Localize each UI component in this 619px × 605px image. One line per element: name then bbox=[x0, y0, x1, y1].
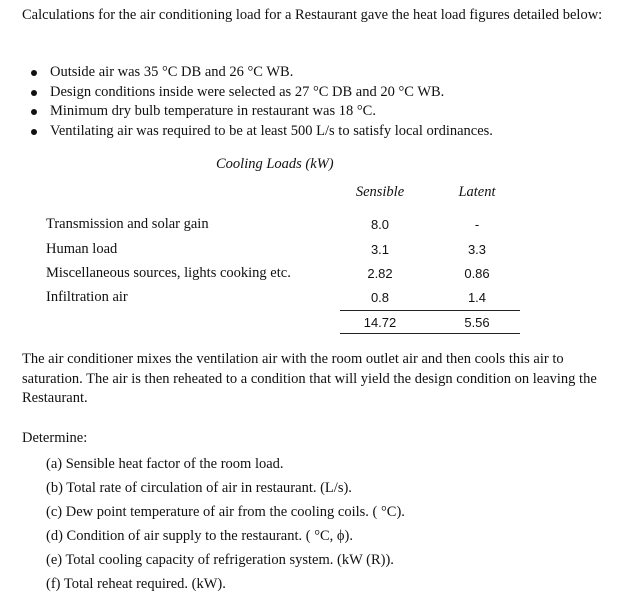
total-sensible: 14.72 bbox=[363, 315, 397, 330]
total-rule-bottom bbox=[340, 333, 520, 334]
list-item: Outside air was 35 °C DB and 26 °C WB. bbox=[28, 63, 493, 83]
total-latent: 5.56 bbox=[464, 315, 490, 330]
row-label: Miscellaneous sources, lights cooking etc. bbox=[46, 265, 291, 281]
sensible-value: 2.82 bbox=[367, 266, 393, 281]
latent-value: 3.3 bbox=[467, 242, 487, 257]
sensible-value: 3.1 bbox=[370, 242, 390, 257]
sensible-value: 8.0 bbox=[370, 217, 390, 232]
question-item: (c) Dew point temperature of air from the cooling coils. ( °C). bbox=[46, 504, 405, 520]
column-header-latent: Latent bbox=[458, 184, 496, 200]
question-item: (e) Total cooling capacity of refrigeration system. (kW (R)). bbox=[46, 552, 394, 568]
description-paragraph: The air conditioner mixes the ventilation air with the room outlet air and then cools this air to saturation. The air is then reheated to a condition that will yield the design condition on leaving the Restaurant. bbox=[22, 351, 597, 406]
question-item: (b) Total rate of circulation of air in restaurant. (L/s). bbox=[46, 480, 352, 496]
list-item: Design conditions inside were selected as 27 °C DB and 20 °C WB. bbox=[28, 83, 493, 103]
latent-value: - bbox=[474, 217, 480, 232]
list-item: Ventilating air was required to be at least 500 L/s to satisfy local ordinances. bbox=[28, 122, 493, 142]
list-item: Minimum dry bulb temperature in restaurant was 18 °C. bbox=[28, 102, 493, 122]
latent-value: 0.86 bbox=[464, 266, 490, 281]
latent-value: 1.4 bbox=[467, 290, 487, 305]
table-title: Cooling Loads (kW) bbox=[216, 156, 334, 172]
determine-heading: Determine: bbox=[22, 430, 88, 446]
intro-text: Calculations for the air conditioning load for a Restaurant gave the heat load figures detailed below: bbox=[22, 7, 603, 23]
question-item: (d) Condition of air supply to the restaurant. ( °C, ϕ). bbox=[46, 528, 353, 544]
conditions-list bbox=[28, 63, 493, 141]
row-label: Human load bbox=[46, 241, 118, 257]
row-label: Transmission and solar gain bbox=[46, 216, 209, 232]
questions-list bbox=[46, 452, 405, 596]
row-label: Infiltration air bbox=[46, 289, 128, 305]
column-header-sensible: Sensible bbox=[355, 184, 405, 200]
question-item: (f) Total reheat required. (kW). bbox=[46, 576, 226, 592]
sensible-value: 0.8 bbox=[370, 290, 390, 305]
total-rule-top bbox=[340, 310, 520, 311]
question-item: (a) Sensible heat factor of the room load. bbox=[46, 456, 284, 472]
